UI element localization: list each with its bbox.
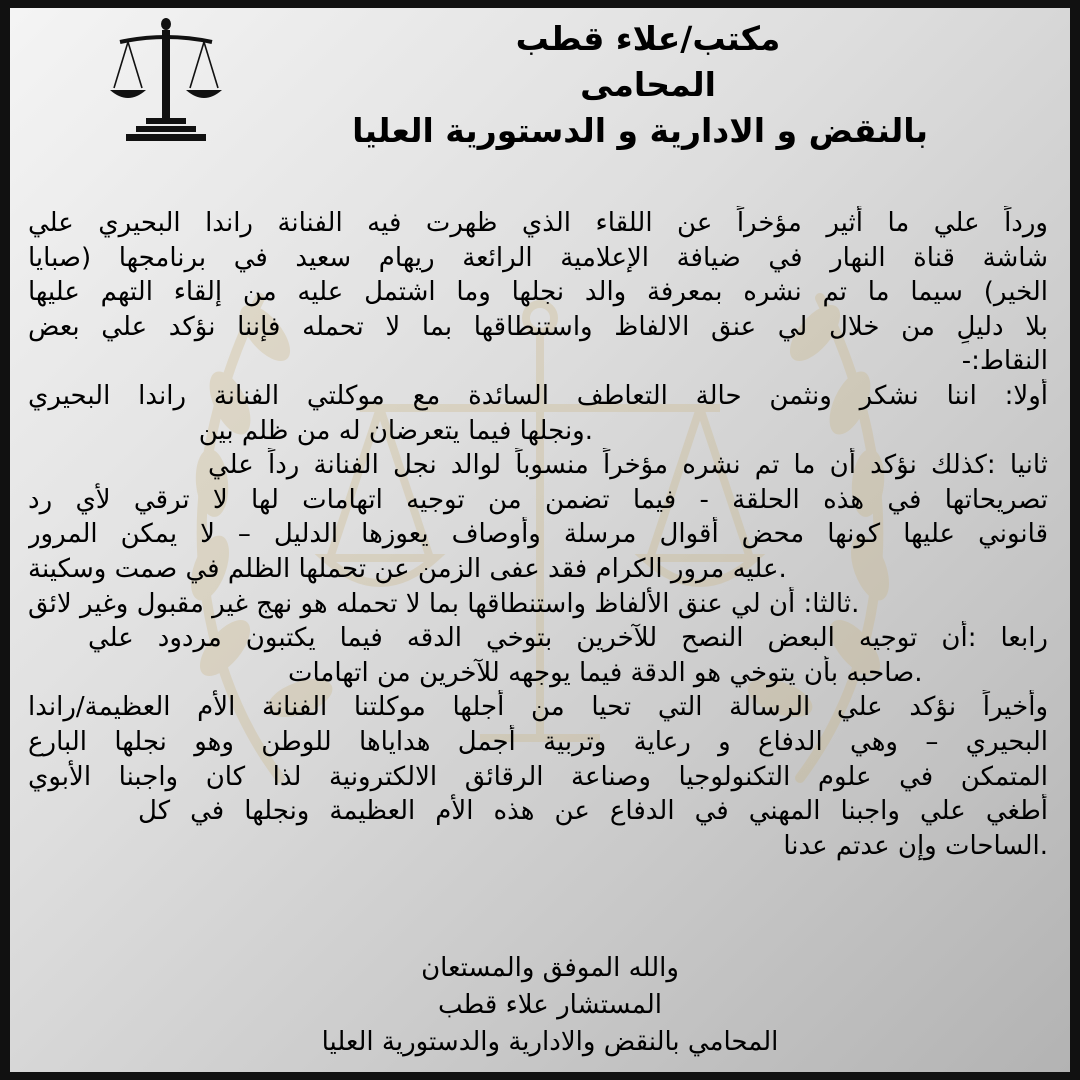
body-line: .ونجلها فيما يتعرضان له من ظلم بين (198, 415, 593, 446)
signature-block (210, 950, 890, 1061)
body-line: قانوني عليها كونها محض أقوال مرسلة وأوصاف يعوزها الدليل – لا يمكن المرور (28, 519, 1048, 550)
lawyer-title: المحامى (580, 65, 716, 104)
court-credentials: بالنقض و الادارية و الدستورية العليا (352, 111, 928, 150)
body-line: النقاط:- (961, 346, 1048, 377)
body-line: وأخيراً نؤكد علي الرسالة التي تحيا من أجلها موكلتنا الفنانة الأم العظيمة/راندا (28, 692, 1048, 723)
body-line: ثانيا :كذلك نؤكد أن ما تم نشره مؤخراً منسوباً لوالد نجل الفنانة رداً علي (208, 450, 1048, 481)
body-line: أولا: اننا نشكر ونثمن حالة التعاطف السائدة مع موكلتي الفنانة راندا البحيري (28, 380, 1048, 411)
signatory-name: المستشار علاء قطب (438, 990, 662, 1020)
body-line: شاشة قناة النهار في ضيافة الإعلامية الرائعة ريهام سعيد في برنامجها (صبايا (28, 242, 1048, 273)
document-page (10, 8, 1070, 1072)
scales-of-justice-icon (106, 12, 226, 142)
body-line: .عليه مرور الكرام فقد عفى الزمن عن تحملها الظلم في صمت وسكينة (28, 553, 787, 584)
body-line: رابعا :أن توجيه البعض النصح للآخرين بتوخي الدقه فيما يكتبون مردود علي (88, 623, 1048, 654)
body-line: .صاحبه بأن يتوخي هو الدقة فيما يوجهه للآخرين من اتهامات (288, 657, 923, 688)
body-line: أطغي علي واجبنا المهني في الدفاع عن هذه الأم العظيمة ونجلها في كل (138, 796, 1048, 827)
body-line: المتمكن في علوم التكنولوجيا وصناعة الرقائق الالكترونية لذا كان واجبنا الأبوي (28, 761, 1048, 792)
office-name: مكتب/علاء قطب (515, 19, 781, 58)
closing-phrase: والله الموفق والمستعان (421, 953, 679, 983)
body-line: البحيري – وهي الدفاع و رعاية وتربية أجمل هداياها للوطن وهو نجلها البارع (28, 726, 1048, 757)
body-line: .ثالثا: أن لي عنق الألفاظ واستنطاقها بما لا تحمله هو نهج غير مقبول وغير لائق (28, 588, 860, 619)
signatory-role: المحامي بالنقض والادارية والدستورية العليا (321, 1027, 779, 1057)
body-line: .الساحات وإن عدتم عدنا (783, 830, 1048, 861)
body-line: ورداً علي ما أثير مؤخراً عن اللقاء الذي ظهرت فيه الفنانة راندا البحيري علي (28, 208, 1048, 238)
letterhead (352, 16, 928, 154)
body-line: بلا دليلٍ من خلال لي عنق الالفاظ واستنطاقها بما لا تحمله فإننا نؤكد علي بعض (28, 311, 1048, 342)
body-line: الخير) سيما ما تم نشره بمعرفة والد نجلها وما اشتمل عليه من إلقاء التهم عليها (28, 277, 1048, 308)
statement-body (28, 206, 1048, 863)
body-line: تصريحاتها في هذه الحلقة - فيما تضمن من توجيه اتهامات لها لا ترقي لأي رد (28, 484, 1048, 515)
